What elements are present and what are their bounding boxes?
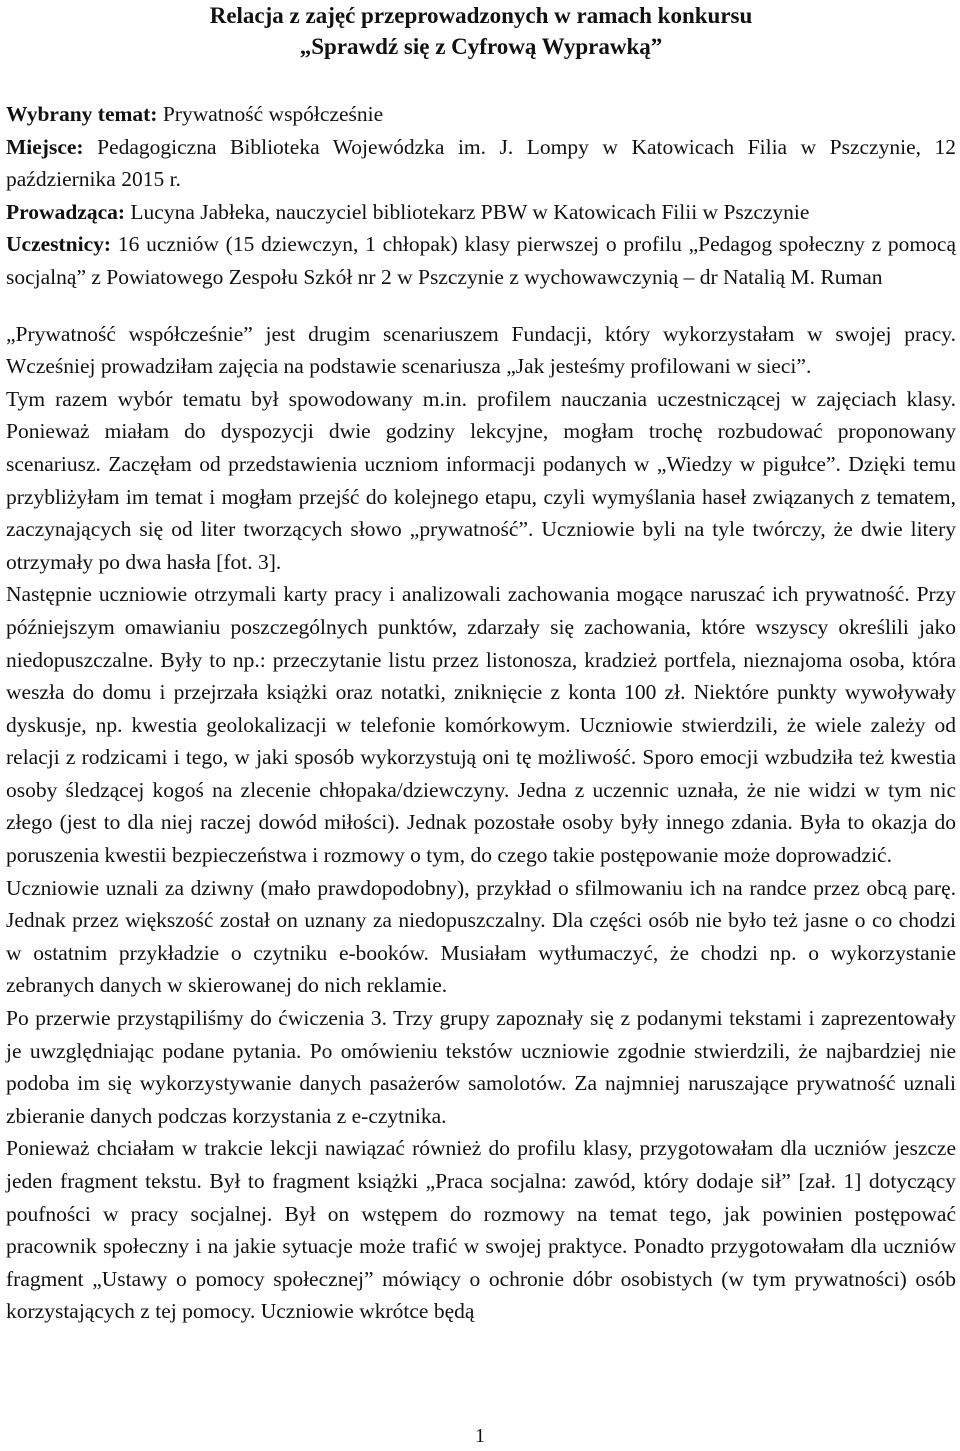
place-value: Pedagogiczna Biblioteka Wojewódzka im. J. Lompy w Katowicach Filia w Pszczynie, 12 października 2015 r. [6, 134, 957, 192]
place-label: Miejsce: [6, 134, 84, 159]
document-page [6, 0, 956, 1328]
host-label: Prowadząca: [6, 199, 126, 224]
meta-host [6, 196, 956, 229]
topic-value: Prywatność współcześnie [162, 102, 384, 126]
title-line-1: Relacja z zajęć przeprowadzonych w ramach konkursu [209, 3, 753, 28]
participants-value: 16 uczniów (15 dziewczyn, 1 chłopak) klasy pierwszej o profilu „Pedagog społeczny z pomocą socjalną” z Powiatowego Zespołu Szkół nr 2 w Pszczynie z wychowawczynią – dr Natalią M. Ruman [6, 232, 956, 289]
host-value: Lucyna Jabłeka, nauczyciel bibliotekarz PBW w Katowicach Filii w Pszczynie [130, 199, 810, 224]
page-number: 1 [475, 1425, 485, 1447]
paragraph: Uczniowie uznali za dziwny (mało prawdopodobny), przykład o sfilmowaniu ich na randce przez obcą parę. Jednak przez większość został on uznany za niedopuszczalny. Dla części osób nie było też jasne o co chodzi w ostatnim przykładzie o czytniku e-booków. Musiałam wytłumaczyć, że chodzi np. o wykorzystanie zebranych danych w skierowanej do nich reklamie. [6, 875, 956, 998]
topic-label: Wybrany temat: [6, 102, 158, 126]
report-body [6, 318, 956, 1328]
paragraph: Następnie uczniowie otrzymali karty pracy i analizowali zachowania mogące naruszać ich prywatność. Przy późniejszym omawianiu poszczególnych punktów, zdarzały się zachowania, które wszyscy określili jako niedopuszczalne. Były to np.: przeczytanie listu przez listonosza, kradzież portfela, nieznajoma osoba, która weszła do domu i przejrzała książki oraz notatki, zniknięcie z konta 100 zł. Niektóre punkty wywoływały dyskusje, np. kwestia geolokalizacji w telefonie komórkowym. Uczniowie stwierdzili, że wiele zależy od relacji z rodzicami i tego, w jaki sposób wykorzystują oni tę możliwość. Sporo emocji wzbudziła też kwestia osoby śledzącej kogoś na zlecenie chłopaka/dziewczyny. Jedna z uczennic uznała, że nie widzi w tym nic złego (jest to dla niej raczej dowód miłości). Jednak pozostałe osoby były innego zdania. Była to okazja do poruszenia kwestii bezpieczeństwa i rozmowy o tym, do czego takie postępowanie może doprowadzić. [6, 582, 956, 868]
meta-place [6, 131, 956, 196]
paragraph: Ponieważ chciałam w trakcie lekcji nawiązać również do profilu klasy, przygotowałam dla uczniów jeszcze jeden fragment tekstu. Był to fragment książki „Praca socjalna: zawód, który dodaje sił” [zał. 1] dotyczący poufności w pracy socjalnej. Był on wstępem do rozmowy na temat tego, jak powinien postępować pracownik społeczny i na jakie sytuacje może trafić w swojej praktyce. Ponadto przygotowałam dla uczniów fragment „Ustawy o pomocy społecznej” mówiący o ochronie dóbr osobistych (w tym prywatności) osób korzystających z tej pomocy. Uczniowie wkrótce będą [6, 1136, 956, 1324]
meta-section [6, 98, 956, 294]
meta-topic [6, 98, 956, 131]
paragraph: „Prywatność współcześnie” jest drugim scenariuszem Fundacji, który wykorzystałam w swojej pracy. Wcześniej prowadziłam zajęcia na podstawie scenariusza „Jak jesteśmy profilowani w sieci”. [6, 321, 956, 379]
paragraph: Tym razem wybór tematu był spowodowany m.in. profilem nauczania uczestniczącej w zajęciach klasy. Ponieważ miałam do dyspozycji dwie godziny lekcyjne, mogłam trochę rozbudować proponowany scenariusz. Zaczęłam od przedstawienia uczniom informacji podanych w „Wiedzy w pigułce”. Dzięki temu przybliżyłam im temat i mogłam przejść do kolejnego etapu, czyli wymyślania haseł związanych z tematem, zaczynających się od liter tworzących słowo „prywatność”. Uczniowie byli na tyle twórczy, że dwie litery otrzymały po dwa hasła [fot. 3]. [6, 386, 956, 574]
section-gap [6, 294, 956, 318]
document-title [6, 0, 956, 62]
meta-participants [6, 228, 956, 293]
paragraph: Po przerwie przystąpiliśmy do ćwiczenia 3. Trzy grupy zapoznały się z podanymi tekstami i zaprezentowały je uwzględniając podane pytania. Po omówieniu tekstów uczniowie zgodnie stwierdzili, że najbardziej nie podoba im się wykorzystywanie danych pasażerów samolotów. Za najmniej naruszające prywatność uznali zbieranie danych podczas korzystania z e-czytnika. [6, 1006, 956, 1128]
title-line-2: „Sprawdź się z Cyfrową Wyprawką” [299, 34, 663, 59]
participants-label: Uczestnicy: [6, 232, 112, 257]
